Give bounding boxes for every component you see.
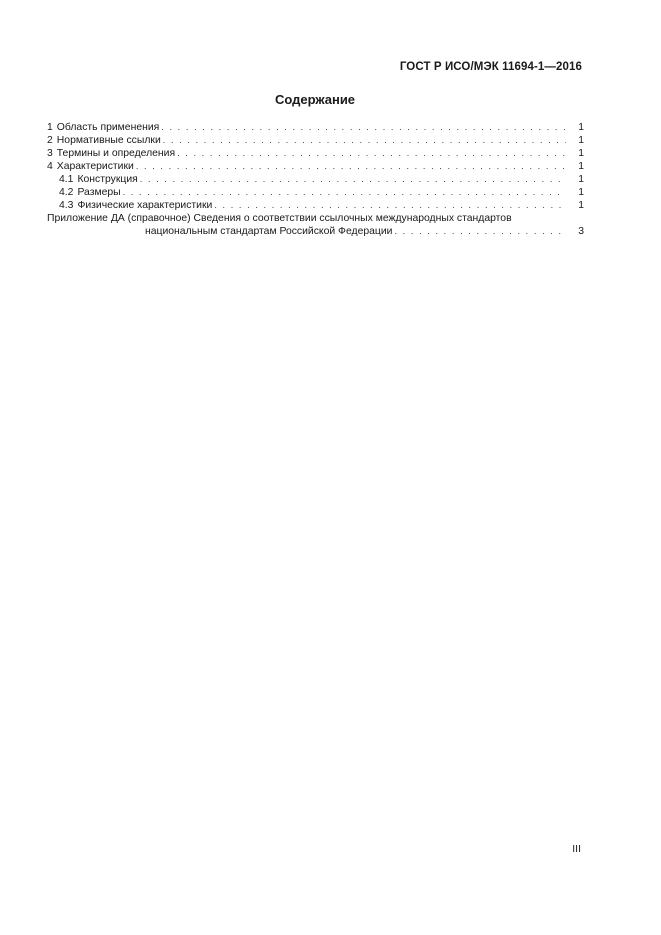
- toc-item-number: 3: [47, 148, 53, 159]
- toc-item-label: Конструкция: [77, 174, 138, 185]
- toc-item-label: Нормативные ссылки: [56, 135, 161, 146]
- toc-item-label: Термины и определения: [56, 148, 176, 159]
- toc-annex-title[interactable]: Приложение ДА (справочное) Сведения о соответствии ссылочных международных стандартов: [47, 213, 512, 224]
- dot-leader: [163, 134, 566, 147]
- dot-leader: [136, 160, 566, 173]
- toc-item-1[interactable]: [47, 121, 584, 134]
- toc-item-2[interactable]: [47, 134, 584, 147]
- toc-annex-label: национальным стандартам Российской Федерации: [145, 226, 393, 237]
- toc-item-label: Размеры: [77, 187, 121, 198]
- toc-item-4-1[interactable]: [47, 173, 584, 186]
- dot-leader: [214, 199, 566, 212]
- toc-item-number: 4.2: [59, 187, 74, 198]
- dot-leader: [161, 121, 566, 134]
- dot-leader: [177, 147, 566, 160]
- toc-item-4-3[interactable]: [47, 199, 584, 212]
- toc-item-page: 1: [578, 187, 584, 198]
- toc-annex-page: 3: [578, 226, 584, 237]
- toc-item-number: 4: [47, 161, 53, 172]
- document-id-header: ГОСТ Р ИСО/МЭК 11694-1—2016: [399, 61, 582, 73]
- toc-item-page: 1: [578, 161, 584, 172]
- dot-leader: [123, 186, 566, 199]
- toc-item-label: Область применения: [56, 122, 160, 133]
- toc-item-4[interactable]: [47, 160, 584, 173]
- toc-item-4-2[interactable]: [47, 186, 584, 199]
- dot-leader: [140, 173, 566, 186]
- toc-item-label: Характеристики: [56, 161, 134, 172]
- toc-title: Содержание: [274, 92, 356, 107]
- page-number: III: [572, 843, 581, 855]
- toc-item-number: 4.1: [59, 174, 74, 185]
- toc-item-number: 2: [47, 135, 53, 146]
- toc-item-page: 1: [578, 122, 584, 133]
- toc-item-number: 4.3: [59, 200, 74, 211]
- toc-item-page: 1: [578, 135, 584, 146]
- dot-leader: [394, 225, 566, 238]
- toc-item-page: 1: [578, 200, 584, 211]
- toc-item-label: Физические характеристики: [77, 200, 213, 211]
- table-of-contents: [47, 121, 584, 238]
- toc-item-page: 1: [578, 148, 584, 159]
- toc-annex-continuation[interactable]: [47, 225, 584, 238]
- toc-item-number: 1: [47, 122, 53, 133]
- toc-item-page: 1: [578, 174, 584, 185]
- toc-item-3[interactable]: [47, 147, 584, 160]
